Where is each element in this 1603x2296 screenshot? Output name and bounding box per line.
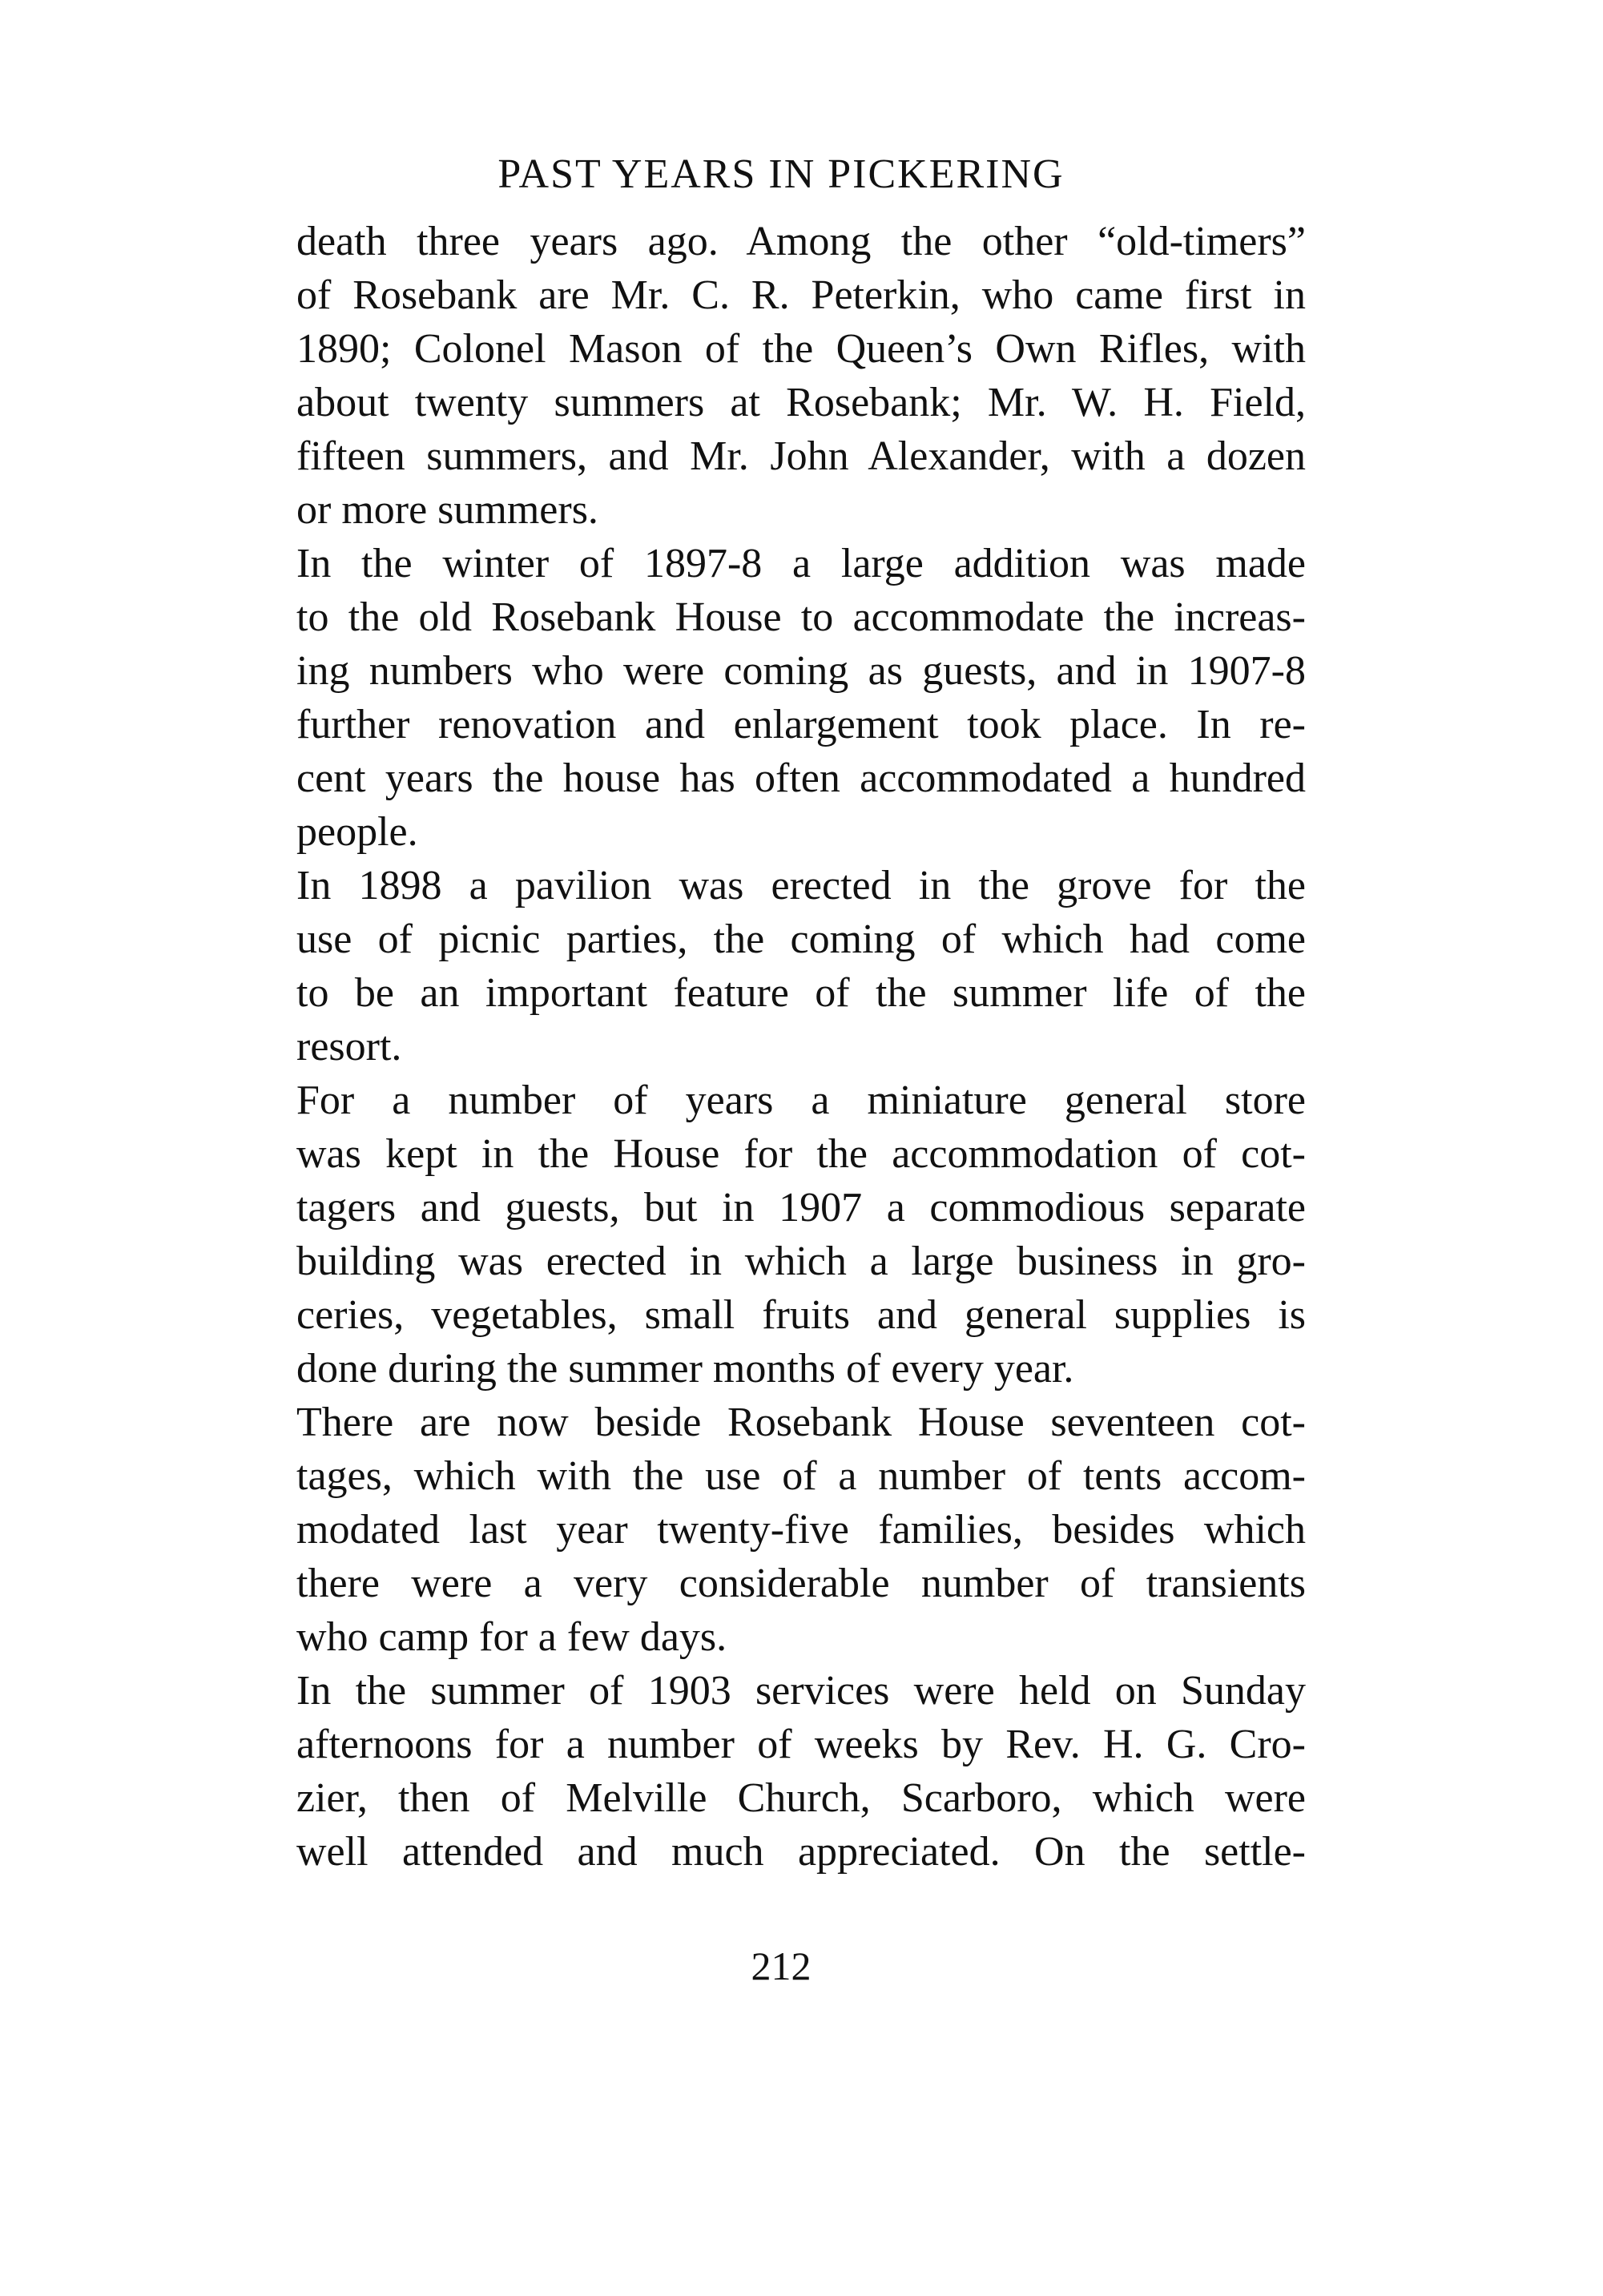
text-line: tagers and guests, but in 1907 a commodious separate bbox=[296, 1185, 1306, 1231]
text-line: further renovation and enlargement took place. In re- bbox=[296, 702, 1306, 747]
text-line: people. bbox=[296, 809, 418, 855]
text-line: about twenty summers at Rosebank; Mr. W. H. Field, bbox=[296, 380, 1306, 425]
paragraph-start-line: In the summer of 1903 services were held on Sunday bbox=[296, 1668, 1306, 1714]
text-line: cent years the house has often accommodated a hundred bbox=[296, 755, 1306, 801]
text-line: done during the summer months of every year. bbox=[296, 1346, 1074, 1392]
text-line: ing numbers who were coming as guests, and in 1907-8 bbox=[296, 648, 1306, 694]
text-line: building was erected in which a large business in gro- bbox=[296, 1239, 1306, 1284]
text-line: of Rosebank are Mr. C. R. Peterkin, who came first in bbox=[296, 272, 1306, 318]
text-line: fifteen summers, and Mr. John Alexander, with a dozen bbox=[296, 433, 1306, 479]
paragraph-start-line: In 1898 a pavilion was erected in the grove for the bbox=[296, 863, 1306, 908]
running-head: PAST YEARS IN PICKERING bbox=[497, 151, 1065, 197]
text-line: modated last year twenty-five families, besides which bbox=[296, 1507, 1306, 1553]
text-line: tages, which with the use of a number of tents accom- bbox=[296, 1453, 1306, 1499]
page-number: 212 bbox=[751, 1944, 812, 1988]
text-line: ceries, vegetables, small fruits and general supplies is bbox=[296, 1292, 1306, 1338]
text-line: to the old Rosebank House to accommodate the increas- bbox=[296, 594, 1306, 640]
text-line: 1890; Colonel Mason of the Queen’s Own Rifles, with bbox=[296, 326, 1306, 372]
text-line: well attended and much appreciated. On the settle- bbox=[296, 1829, 1306, 1875]
text-line: to be an important feature of the summer life of the bbox=[296, 970, 1306, 1016]
text-line: there were a very considerable number of transients bbox=[296, 1561, 1306, 1606]
text-line: death three years ago. Among the other “old-timers” bbox=[296, 219, 1306, 264]
text-line: who camp for a few days. bbox=[296, 1614, 727, 1660]
text-line: resort. bbox=[296, 1024, 402, 1069]
text-line: afternoons for a number of weeks by Rev. H. G. Cro- bbox=[296, 1722, 1306, 1767]
text-line: use of picnic parties, the coming of which had come bbox=[296, 916, 1306, 962]
text-line: was kept in the House for the accommodation of cot- bbox=[296, 1131, 1306, 1177]
paragraph-start-line: In the winter of 1897-8 a large addition was made bbox=[296, 541, 1306, 586]
text-line: or more summers. bbox=[296, 487, 598, 533]
paragraph-start-line: There are now beside Rosebank House seventeen cot- bbox=[296, 1400, 1306, 1445]
body-text bbox=[296, 215, 1306, 1879]
text-line: zier, then of Melville Church, Scarboro, which were bbox=[296, 1775, 1306, 1821]
paragraph-start-line: For a number of years a miniature general store bbox=[296, 1078, 1306, 1123]
